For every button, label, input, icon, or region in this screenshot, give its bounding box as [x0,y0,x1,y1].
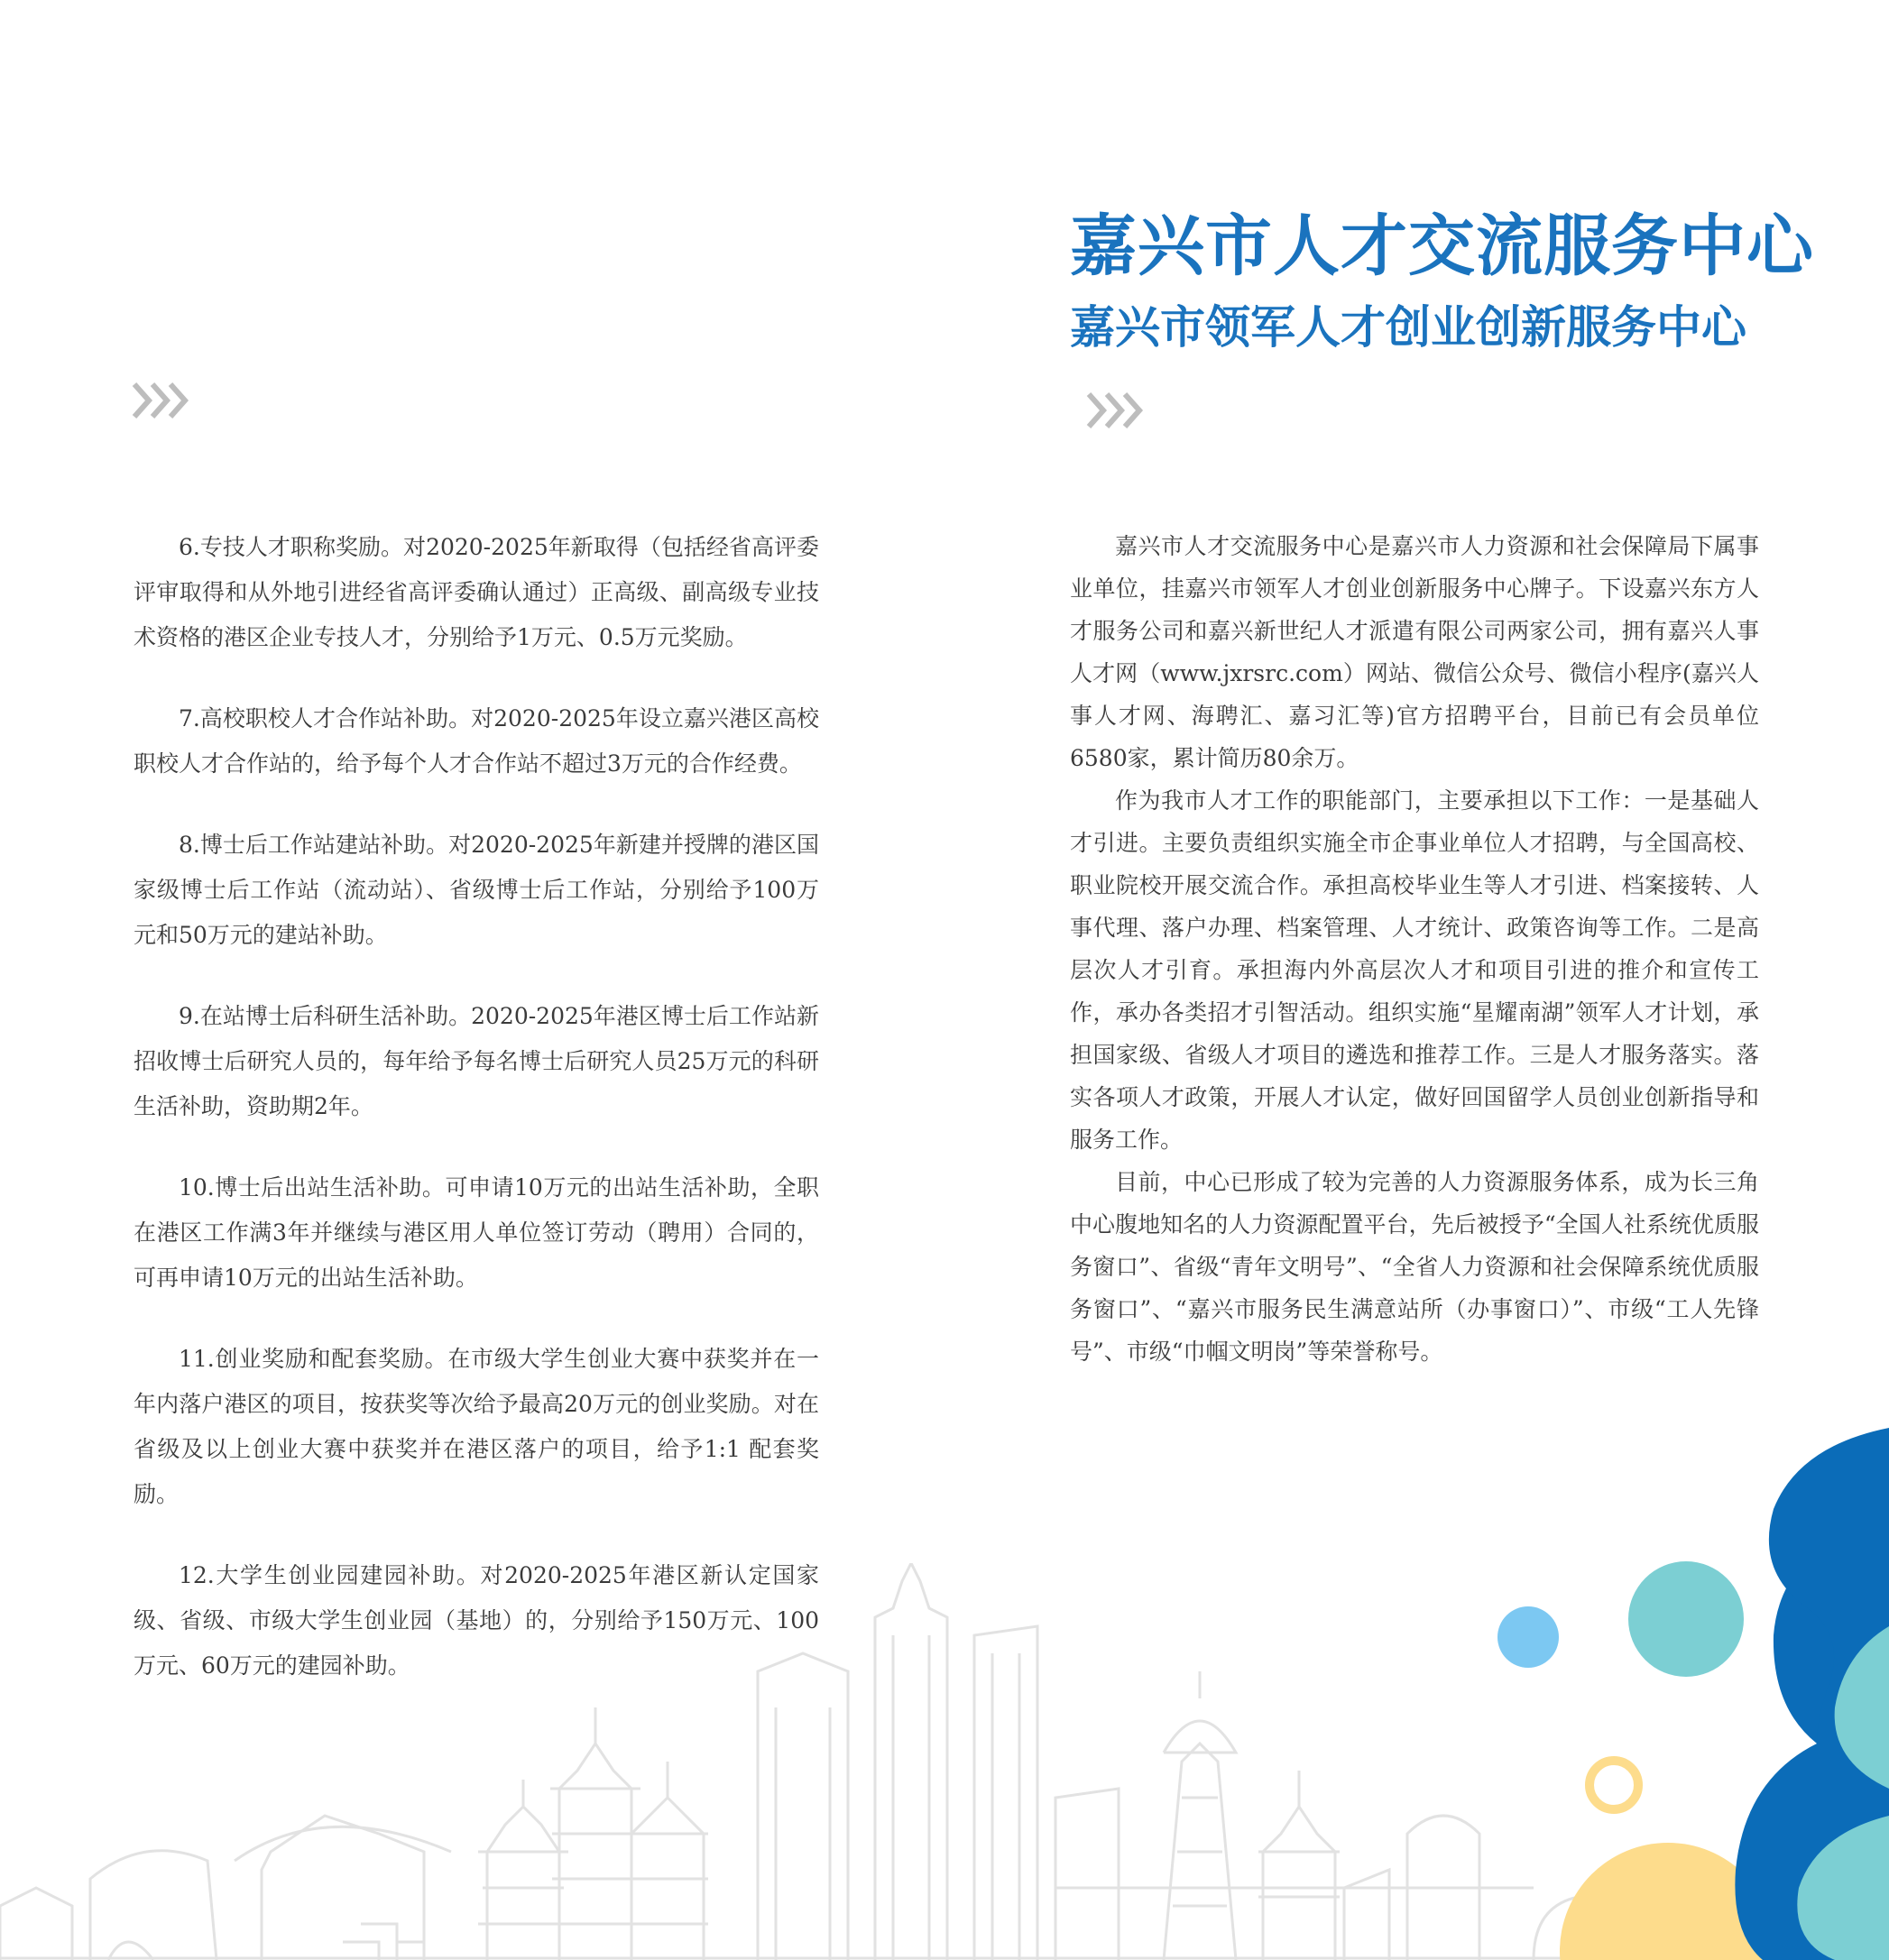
color-blobs-illustration [1420,1401,1889,1960]
policy-item-8: 8.博士后工作站建站补助。对2020-2025年新建并授牌的港区国家级博士后工作站（流动站）、省级博士后工作站，分别给予100万元和50万元的建站补助。 [134,832,819,948]
intro-paragraph: 嘉兴市人才交流服务中心是嘉兴市人力资源和社会保障局下属事业单位，挂嘉兴市领军人才创业创新服务中心牌子。下设嘉兴东方人才服务公司和嘉兴新世纪人才派遣有限公司两家公司，拥有嘉兴人事人才网（www.jxrsrc.com）网站、微信公众号、微信小程序(嘉兴人事人才网、海聘汇、嘉习汇等)官方招聘平台，目前已有会员单位6580家，累计简历80余万。 [1070,533,1759,771]
policy-item-10: 10.博士后出站生活补助。可申请10万元的出站生活补助，全职在港区工作满3年并继续与港区用人单位签订劳动（聘用）合同的，可再申请10万元的出站生活补助。 [134,1174,819,1291]
policy-item-12: 12.大学生创业园建园补助。对2020-2025年港区新认定国家级、省级、市级大学生创业园（基地）的，分别给予150万元、100万元、60万元的建园补助。 [134,1562,819,1679]
chevrons-right-icon [131,379,194,422]
policy-item-7: 7.高校职校人才合作站补助。对2020-2025年设立嘉兴港区高校职校人才合作站的，给予每个人才合作站不超过3万元的合作经费。 [134,705,819,777]
policy-item-6: 6.专技人才职称奖励。对2020-2025年新取得（包括经省高评委评审取得和从外地引进经省高评委确认通过）正高级、副高级专业技术资格的港区企业专技人才，分别给予1万元、0.5万元奖励。 [134,534,819,650]
honors-paragraph: 目前，中心已形成了较为完善的人力资源服务体系，成为长三角中心腹地知名的人力资源配置平台，先后被授予“全国人社系统优质服务窗口”、省级“青年文明号”、“全省人力资源和社会保障系统优质服务窗口”、“嘉兴市服务民生满意站所（办事窗口）”、市级“工人先锋号”、市级“巾帼文明岗”等荣誉称号。 [1070,1169,1759,1365]
policy-item-11: 11.创业奖励和配套奖励。在市级大学生创业大赛中获奖并在一年内落户港区的项目，按获奖等次给予最高20万元的创业奖励。对在省级及以上创业大赛中获奖并在港区落户的项目，给予1:1 配套奖励。 [134,1346,819,1507]
policy-list [134,525,819,1725]
duties-paragraph: 作为我市人才工作的职能部门，主要承担以下工作：一是基础人才引进。主要负责组织实施全市企事业单位人才招聘，与全国高校、职业院校开展交流合作。承担高校毕业生等人才引进、档案接转、人事代理、落户办理、档案管理、人才统计、政策咨询等工作。二是高层次人才引育。承担海内外高层次人才和项目引进的推介和宣传工作，承办各类招才引智活动。组织实施“星耀南湖”领军人才计划，承担国家级、省级人才项目的遴选和推荐工作。三是人才服务落实。落实各项人才政策，开展人才认定，做好回国留学人员创业创新指导和服务工作。 [1070,787,1759,1153]
chevrons-right-icon [1085,389,1148,432]
page-title: 嘉兴市人才交流服务中心 [1070,207,1814,285]
page-subtitle: 嘉兴市领军人才创业创新服务中心 [1070,300,1746,354]
policy-item-9: 9.在站博士后科研生活补助。2020-2025年港区博士后工作站新招收博士后研究人员的，每年给予每名博士后研究人员25万元的科研生活补助，资助期2年。 [134,1003,819,1119]
organization-intro [1070,525,1759,1373]
